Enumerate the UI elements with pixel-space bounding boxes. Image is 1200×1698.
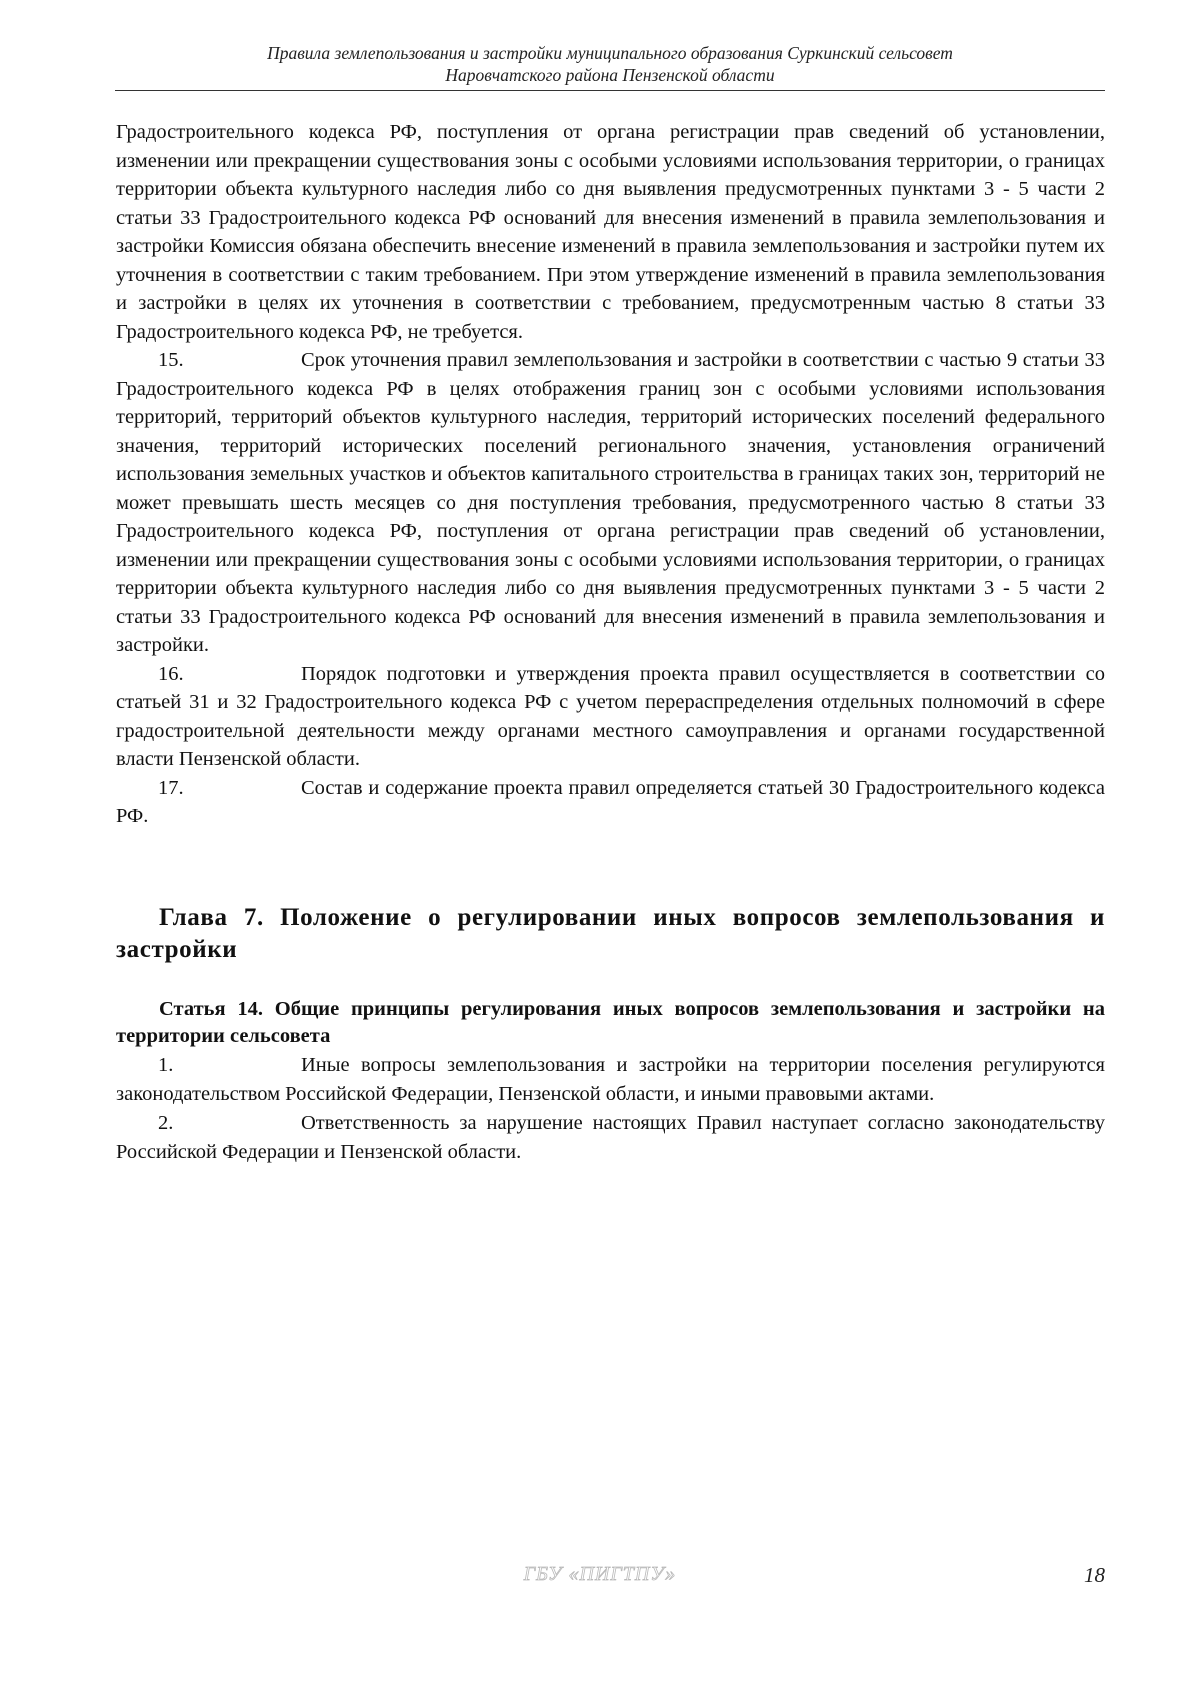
item-text: Иные вопросы землепользования и застройки на территории поселения регулируются законодательством Российской Федерации, Пензенской области, и иными правовыми актами.: [116, 1054, 1105, 1105]
article-section: [116, 996, 1105, 1166]
list-item: [116, 1051, 1105, 1108]
chapter-heading: [116, 902, 1105, 966]
main-text: [116, 118, 1105, 831]
header-line-1: Правила землепользования и застройки муниципального образования Суркинский сельсовет: [267, 43, 953, 63]
item-number: 16.: [158, 662, 184, 685]
list-item: [116, 1109, 1105, 1166]
header-divider: [115, 90, 1105, 91]
page-footer: [95, 1563, 1105, 1593]
item-number: 15.: [158, 349, 184, 371]
item-number: 2.: [158, 1112, 174, 1134]
chapter-title: Глава 7. Положение о регулировании иных вопросов землепользования и застройки: [116, 904, 1105, 963]
item-number: 1.: [158, 1054, 174, 1076]
header-line-2: Наровчатского района Пензенской области: [445, 65, 775, 85]
list-item: [116, 774, 1105, 831]
item-number: 17.: [158, 776, 184, 799]
page-number: 18: [1084, 1563, 1105, 1587]
item-text: Состав и содержание проекта правил определяется статьей 30 Градостроительного кодекса РФ.: [116, 776, 1105, 827]
page-header: [115, 42, 1105, 86]
intro-paragraph: Градостроительного кодекса РФ, поступления от органа регистрации прав сведений об установлении, изменении или прекращении существования зоны с особыми условиями использования территории, о границах территории объекта культурного наследия либо со дня выявления предусмотренных пунктами 3 - 5 части 2 статьи 33 Градостроительного кодекса РФ оснований для внесения изменений в правила землепользования и застройки Комиссия обязана обеспечить внесение изменений в правила землепользования и застройки путем их уточнения в соответствии с таким требованием. При этом утверждение изменений в правила землепользования и застройки в целях их уточнения в соответствии с требованием, предусмотренным частью 8 статьи 33 Градостроительного кодекса РФ, не требуется.: [116, 121, 1105, 343]
list-item: [116, 346, 1105, 660]
article-heading: Статья 14. Общие принципы регулирования иных вопросов землепользования и застройки на территории сельсовета: [116, 998, 1105, 1047]
item-text: Ответственность за нарушение настоящих Правил наступает согласно законодательству Российской Федерации и Пензенской области.: [116, 1112, 1105, 1163]
item-text: Срок уточнения правил землепользования и застройки в соответствии с частью 9 статьи 33 Градостроительного кодекса РФ в целях отображения границ зон с особыми условиями использования территорий, территорий объектов культурного наследия, территорий исторических поселений федерального значения, территорий исторических поселений регионального значения, установления ограничений использования земельных участков и объектов капитального строительства в границах таких зон, территорий не может превышать шесть месяцев со дня поступления требования, предусмотренного частью 8 статьи 33 Градостроительного кодекса РФ, поступления от органа регистрации прав сведений об установлении, изменении или прекращении существования зоны с особыми условиями использования территории, о границах территории объекта культурного наследия либо со дня выявления предусмотренных пунктами 3 - 5 части 2 статьи 33 Градостроительного кодекса РФ оснований для внесения изменений в правила землепользования и застройки.: [116, 349, 1105, 656]
item-text: Порядок подготовки и утверждения проекта правил осуществляется в соответствии со статьей 31 и 32 Градостроительного кодекса РФ с учетом перераспределения отдельных полномочий в сфере градостроительной деятельности между органами местного самоуправления и органами государственной власти Пензенской области.: [116, 662, 1105, 770]
list-item: [116, 660, 1105, 774]
footer-organization: ГБУ «ПИГТПУ»: [523, 1563, 677, 1585]
